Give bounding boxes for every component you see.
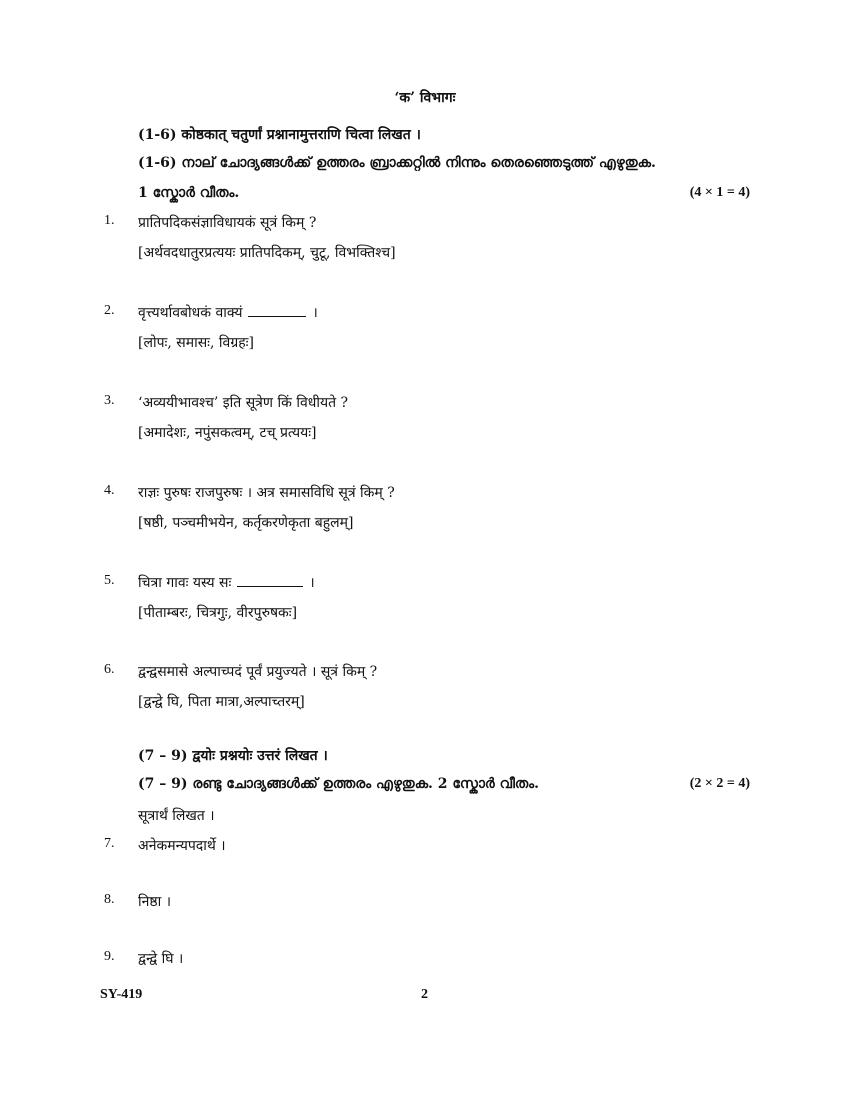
marks-a: (4 × 1 = 4) — [689, 185, 750, 200]
question-text: राज्ञः पुरुषः राजपुरुषः । अत्र समासविधि सूत्रं किम् ? — [138, 485, 395, 501]
question-options: [अर्थवदधातुरप्रत्ययः प्रातिपदिकम्, चुटू, विभक्तिश्च] — [138, 245, 396, 261]
question-text: ‘अव्ययीभावश्च’ इति सूत्रेण किं विधीयते ? — [138, 395, 349, 411]
question-options: [षष्ठी, पञ्चमीभयेन, कर्तृकरणेकृता बहुलम्] — [138, 515, 354, 531]
score-note-a: 1 സ്കോർ വീതം. — [138, 185, 240, 201]
answer-blank — [248, 315, 306, 317]
question-number: 9. — [104, 949, 115, 964]
question-text: चित्रा गावः यस्य सः — [138, 575, 232, 591]
question-number: 6. — [104, 662, 115, 677]
question-text: द्वन्द्वे घि । — [138, 951, 184, 967]
question-number: 5. — [104, 573, 115, 588]
question-text: प्रातिपदिकसंज्ञाविधायकं सूत्रं किम् ? — [138, 215, 317, 231]
question-options: [द्वन्द्वे घि, पिता मात्रा,अल्पाच्तरम्] — [138, 694, 305, 710]
instruction-sanskrit-b: (7 – 9) द्वयोः प्रश्नयोः उत्तरं लिखत । — [138, 748, 328, 764]
question-tail: । — [309, 575, 315, 591]
instruction-malayalam-b: (7 – 9) രണ്ടു ചോദ്യങ്ങൾക്ക് ഉത്തരം എഴുതുക. 2 സ്കോർ വീതം. — [138, 776, 540, 792]
question-text: अनेकमन्यपदार्थे । — [138, 838, 226, 854]
instruction-malayalam-a: (1-6) നാല് ചോദ്യങ്ങൾക്ക് ഉത്തരം ബ്രാക്കറ്റിൽ നിന്നും തെരഞ്ഞെടുത്ത് എഴുതുക. — [138, 155, 656, 171]
marks-b: (2 × 2 = 4) — [689, 776, 750, 791]
task-instruction: सूत्रार्थं लिखत । — [138, 808, 215, 824]
question-text: निष्ठा । — [138, 894, 172, 910]
question-options: [अमादेशः, नपुंसकत्वम्, टच् प्रत्ययः] — [138, 425, 317, 441]
question-tail: । — [312, 305, 318, 321]
paper-code: SY-419 — [100, 987, 143, 1002]
question-text: द्वन्द्वसमासे अल्पाच्पदं पूर्वं प्रयुज्यते । सूत्रं किम् ? — [138, 664, 378, 680]
question-options: [लोपः, समासः, विग्रहः] — [138, 335, 254, 351]
page-number: 2 — [421, 987, 428, 1002]
question-text: वृत्त्यर्थावबोधकं वाक्यं — [138, 305, 243, 321]
question-number: 4. — [104, 483, 115, 498]
question-number: 2. — [104, 303, 115, 318]
question-number: 7. — [104, 836, 115, 851]
question-options: [पीताम्बरः, चित्रगुः, वीरपुरुषकः] — [138, 605, 298, 621]
answer-blank — [237, 585, 303, 587]
section-heading: ‘क’ विभागः — [394, 90, 456, 106]
question-number: 1. — [104, 213, 115, 228]
instruction-sanskrit-a: (1-6) कोष्ठकात् चतुर्णां प्रश्नानामुत्तराणि चित्वा लिखत । — [138, 127, 421, 143]
question-number: 3. — [104, 393, 115, 408]
question-number: 8. — [104, 892, 115, 907]
